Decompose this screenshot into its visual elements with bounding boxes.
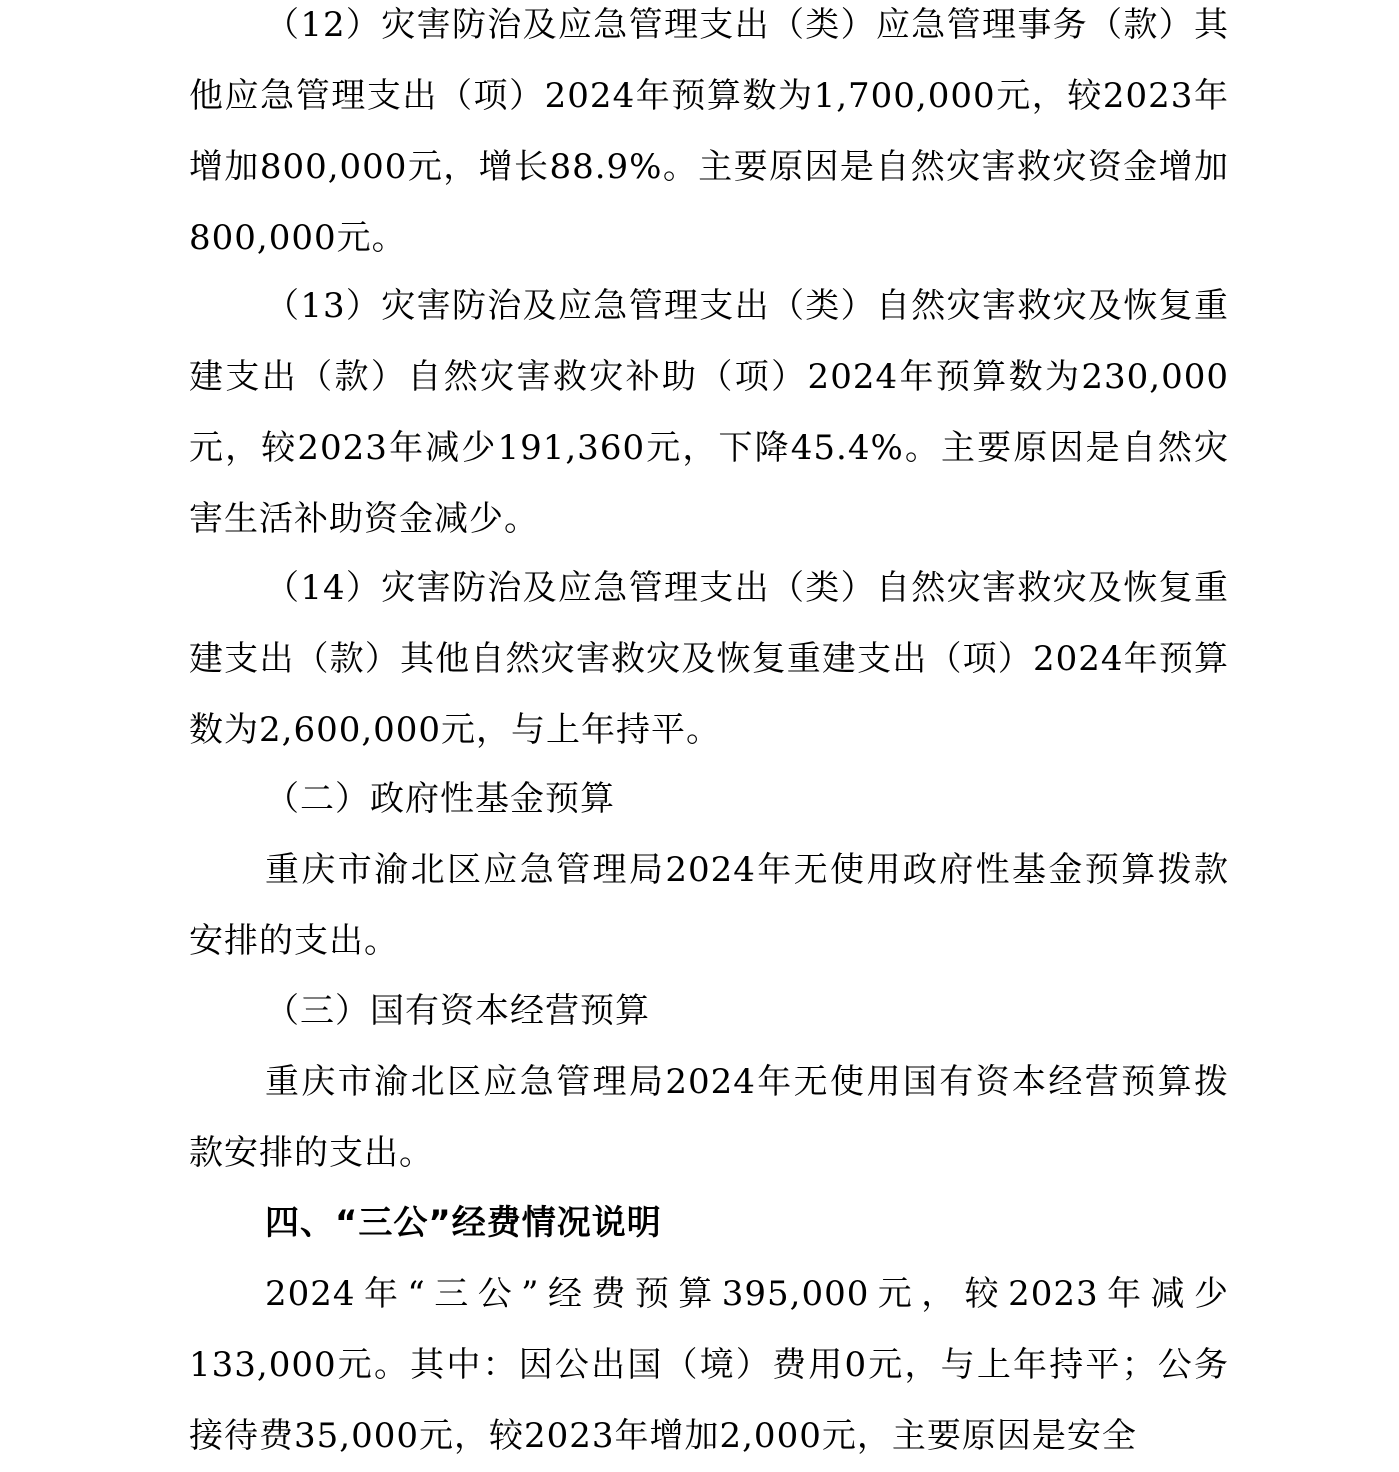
section-heading-three-public: 四、“三公”经费情况说明 bbox=[265, 1203, 662, 1243]
paragraph-item-12: （12）灾害防治及应急管理支出（类）应急管理事务（款）其他应急管理支出（项）2024年预算数为1,700,000元，较2023年增加800,000元，增长88.9%。主要原因是自然灾害救灾资金增加800,000元。 bbox=[189, 5, 1229, 258]
section-heading-state-capital: （三）国有资本经营预算 bbox=[265, 991, 650, 1031]
paragraph-item-14: （14）灾害防治及应急管理支出（类）自然灾害救灾及恢复重建支出（款）其他自然灾害救灾及恢复重建支出（项）2024年预算数为2,600,000元，与上年持平。 bbox=[189, 568, 1229, 750]
paragraph-state-capital: 重庆市渝北区应急管理局2024年无使用国有资本经营预算拨款安排的支出。 bbox=[189, 1062, 1229, 1173]
paragraph-three-public: 2024年“三公”经费预算395,000元，较2023年减少133,000元。其中：因公出国（境）费用0元，与上年持平；公务接待费35,000元，较2023年增加2,000元，主要原因是安全 bbox=[189, 1274, 1229, 1456]
paragraph-item-13: （13）灾害防治及应急管理支出（类）自然灾害救灾及恢复重建支出（款）自然灾害救灾补助（项）2024年预算数为230,000元，较2023年减少191,360元，下降45.4%。主要原因是自然灾害生活补助资金减少。 bbox=[189, 286, 1229, 539]
paragraph-government-fund: 重庆市渝北区应急管理局2024年无使用政府性基金预算拨款安排的支出。 bbox=[189, 850, 1229, 961]
section-heading-government-fund: （二）政府性基金预算 bbox=[265, 779, 615, 819]
